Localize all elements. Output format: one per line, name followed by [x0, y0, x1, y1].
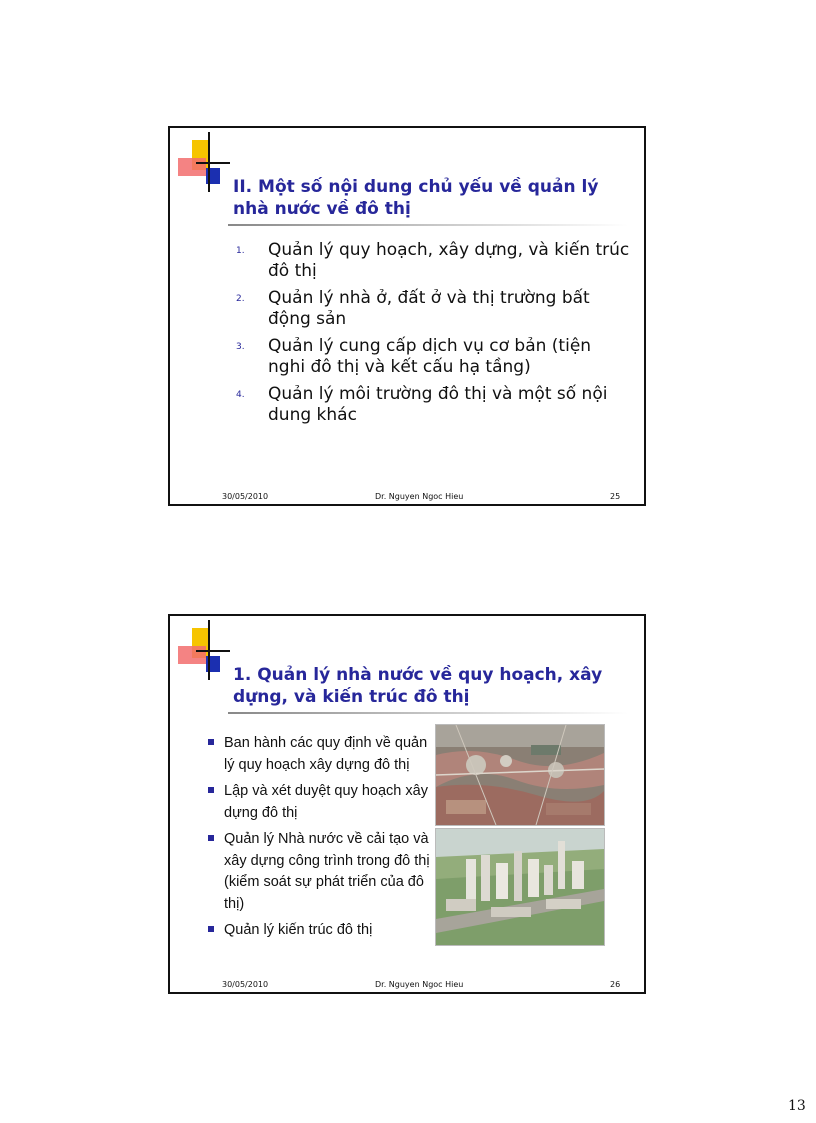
bullet-square-icon — [208, 787, 214, 793]
numbered-list — [232, 240, 632, 432]
list-text: Quản lý Nhà nước về cải tạo và xây dựng công trình trong đô thị (kiểm soát sự phát triển của đô thị) — [224, 831, 430, 912]
list-item — [232, 336, 632, 378]
list-item — [206, 919, 431, 941]
list-number: 4. — [236, 390, 245, 400]
bullet-square-icon — [208, 835, 214, 841]
list-text: Quản lý cung cấp dịch vụ cơ bản (tiện nghi đô thị và kết cấu hạ tầng) — [268, 336, 592, 377]
list-text: Quản lý nhà ở, đất ở và thị trường bất động sản — [268, 288, 590, 329]
list-item — [232, 240, 632, 282]
list-item — [206, 780, 431, 823]
list-text: Quản lý kiến trúc đô thị — [224, 922, 373, 938]
title-underline — [228, 224, 628, 226]
list-number: 1. — [236, 246, 245, 256]
list-text: Quản lý quy hoạch, xây dựng, và kiến trúc đô thị — [268, 240, 630, 281]
footer-slide-number: 26 — [610, 980, 621, 989]
bullet-square-icon — [208, 926, 214, 932]
urban-plan-rendering — [435, 828, 605, 946]
title-decoration — [170, 128, 230, 198]
list-item — [232, 288, 632, 330]
footer-date: 30/05/2010 — [222, 980, 269, 989]
footer-slide-number: 25 — [610, 492, 621, 501]
list-item — [232, 384, 632, 426]
title-underline — [228, 712, 628, 714]
page-number: 13 — [788, 1098, 806, 1114]
footer-author: Dr. Nguyen Ngoc Hieu — [375, 492, 464, 501]
slide-26 — [168, 614, 646, 994]
list-number: 3. — [236, 342, 245, 352]
slide-title: II. Một số nội dung chủ yếu về quản lý nhà nước về đô thị — [233, 177, 599, 219]
list-text: Quản lý môi trường đô thị và một số nội dung khác — [268, 384, 608, 425]
footer-date: 30/05/2010 — [222, 492, 269, 501]
list-item — [206, 828, 431, 914]
list-text: Lập và xét duyệt quy hoạch xây dựng đô thị — [224, 783, 428, 821]
bullet-list — [206, 732, 431, 946]
list-text: Ban hành các quy định về quản lý quy hoạch xây dựng đô thị — [224, 735, 428, 773]
slide-title: 1. Quản lý nhà nước về quy hoạch, xây dựng, và kiến trúc đô thị — [233, 665, 603, 707]
slide-25 — [168, 126, 646, 506]
title-decoration — [170, 616, 230, 686]
footer-author: Dr. Nguyen Ngoc Hieu — [375, 980, 464, 989]
list-number: 2. — [236, 294, 245, 304]
list-item — [206, 732, 431, 775]
bullet-square-icon — [208, 739, 214, 745]
aerial-city-photo — [435, 724, 605, 826]
